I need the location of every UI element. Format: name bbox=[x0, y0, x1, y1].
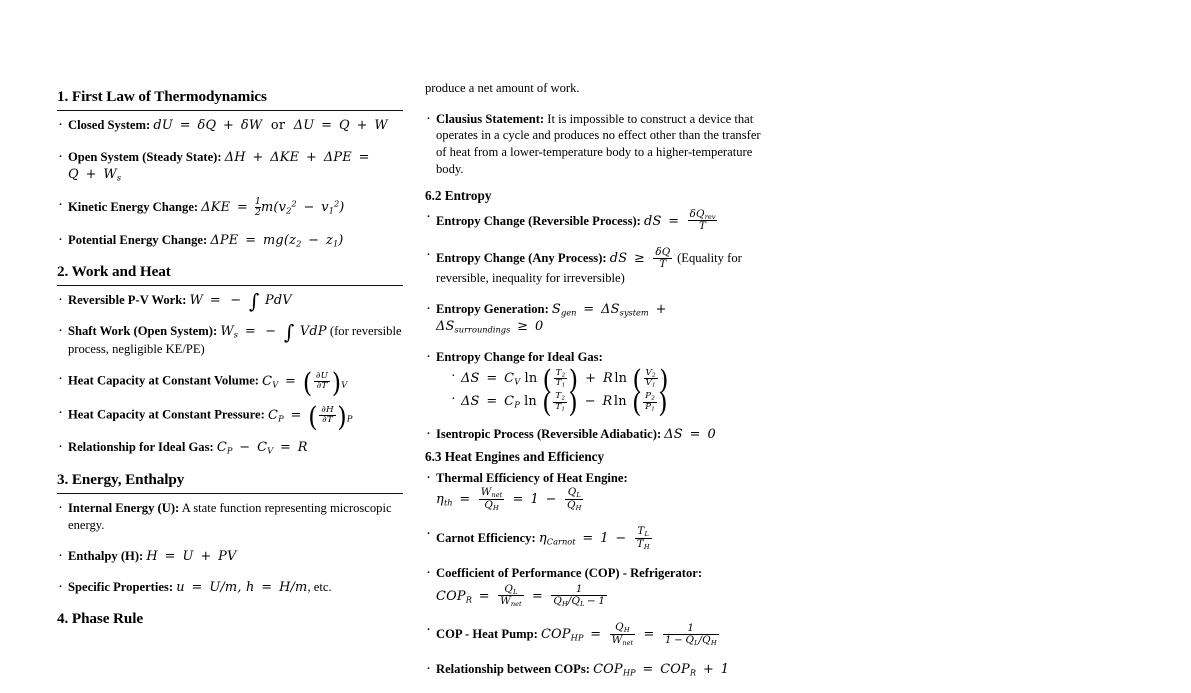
item-math: $C_V$ = ( $\frac{\partial U}{\partial T}$ )$_V$ bbox=[262, 366, 348, 399]
item-math: dS = $\frac{\delta Q_{rev}}{T}$ bbox=[644, 207, 716, 233]
item-math: $S_{gen} = \Delta S_{system}$ + bbox=[551, 301, 667, 317]
list-item bbox=[57, 197, 405, 217]
right-column bbox=[425, 80, 773, 693]
list-item bbox=[425, 526, 773, 551]
section-list-first-law bbox=[57, 117, 405, 248]
item-note: , etc. bbox=[307, 579, 332, 594]
section-divider bbox=[57, 110, 403, 111]
item-math: $C_P - C_V = R$ bbox=[216, 440, 308, 456]
item-math: ΔKE = $\frac{1}{2}$ $m(v_2^2 - v_1^2)$ bbox=[201, 196, 345, 218]
item-math: ΔS = 0 bbox=[664, 427, 716, 443]
item-label: Internal Energy (U): bbox=[68, 501, 180, 516]
item-label: Heat Capacity at Constant Volume: bbox=[68, 373, 260, 388]
list-item bbox=[57, 232, 405, 249]
list-item bbox=[57, 366, 405, 399]
list-item bbox=[425, 470, 773, 512]
item-label: Open System (Steady State): bbox=[68, 149, 222, 164]
continued-paragraph: produce a net amount of work. bbox=[425, 81, 580, 95]
list-item bbox=[425, 247, 773, 287]
item-math: ΔH + ΔKE + ΔPE = bbox=[224, 149, 370, 165]
item-label: Relationship between COPs: bbox=[436, 662, 590, 677]
item-math: H = U + PV bbox=[146, 548, 237, 564]
item-label: Enthalpy (H): bbox=[68, 548, 144, 563]
list-item bbox=[57, 579, 405, 596]
item-label: Clausius Statement: bbox=[436, 111, 545, 126]
item-math: dS ≥ $\frac{\delta Q}{T}$ bbox=[609, 245, 671, 270]
item-label: COP - Heat Pump: bbox=[436, 627, 538, 642]
item-math: $\Delta S = C_P$ ln ( $\frac{T_2}{T_1}$ ) − R ln ( $\frac{P_2}{P_1}$ ) bbox=[461, 387, 668, 420]
list-item bbox=[57, 400, 405, 433]
section-divider bbox=[57, 493, 403, 494]
item-text: It is impossible to construct a device that operates in a cycle and produces no effect other than the transfer of heat from a lower-temperature body to a higher-temperature body. bbox=[436, 111, 761, 176]
list-item bbox=[425, 349, 773, 420]
item-label: Entropy Generation: bbox=[436, 301, 549, 316]
item-math: $COP_{HP} = COP_R + 1$ bbox=[593, 662, 730, 678]
sub-list-item bbox=[450, 387, 773, 420]
list-item bbox=[425, 622, 773, 647]
item-note: (for reversible process, negligible KE/PE) bbox=[68, 324, 402, 356]
item-label: Kinetic Energy Change: bbox=[68, 199, 199, 214]
item-math: $C_P$ = ( $\frac{\partial H}{\partial T}$ )$_P$ bbox=[267, 400, 353, 433]
section-list-energy-enthalpy bbox=[57, 500, 405, 596]
item-math: $COP_{HP}$ = $\frac{Q_H}{W_{net}}$ = $\frac{1}{1 - Q_L/Q_H}$ bbox=[540, 621, 717, 648]
item-label: Entropy Change (Reversible Process): bbox=[436, 213, 641, 228]
item-math: u = U/m, h = H/m bbox=[176, 579, 308, 595]
item-label: Shaft Work (Open System): bbox=[68, 324, 218, 339]
item-math: $\Delta S = C_V$ ln ( $\frac{T_2}{T_1}$ ) + R ln ( $\frac{V_2}{V_1}$ ) bbox=[461, 363, 669, 397]
list-item bbox=[425, 565, 773, 609]
second-law-statements bbox=[425, 111, 773, 178]
subsection-heading-entropy: 6.2 Entropy bbox=[425, 187, 492, 203]
item-math: $\eta_{th}$ = $\frac{W_{net}}{Q_H}$ = 1 − $\frac{Q_L}{Q_H}$ bbox=[436, 485, 582, 512]
list-item bbox=[425, 426, 773, 443]
item-math: W = − ∫ PdV bbox=[189, 288, 292, 313]
item-label: Entropy Change for Ideal Gas: bbox=[436, 350, 603, 365]
list-item bbox=[57, 500, 405, 533]
list-item bbox=[57, 149, 405, 183]
item-note: (Equality for reversible, inequality for irreversible) bbox=[436, 250, 742, 285]
list-item bbox=[425, 111, 773, 178]
list-item bbox=[425, 661, 773, 678]
item-label: Relationship for Ideal Gas: bbox=[68, 440, 214, 455]
left-column bbox=[57, 88, 405, 627]
section-heading-work-heat: 2. Work and Heat bbox=[57, 262, 171, 280]
ideal-gas-entropy-sublist bbox=[436, 363, 773, 420]
item-math: $\eta_{Carnot} = 1$ − $\frac{T_L}{T_H}$ bbox=[538, 524, 650, 551]
section-heading-phase-rule: 4. Phase Rule bbox=[57, 609, 144, 627]
item-label: Thermal Efficiency of Heat Engine: bbox=[436, 471, 628, 486]
list-item bbox=[57, 439, 405, 456]
item-label: Heat Capacity at Constant Pressure: bbox=[68, 407, 265, 422]
entropy-list bbox=[425, 209, 773, 444]
item-label: Carnot Efficiency: bbox=[436, 530, 536, 545]
heat-engines-list bbox=[425, 470, 773, 678]
item-label: Isentropic Process (Reversible Adiabatic): bbox=[436, 427, 662, 442]
item-math: $\Delta PE = mg(z_2 - z_1)$ bbox=[210, 232, 344, 248]
section-heading-first-law: 1. First Law of Thermodynamics bbox=[57, 88, 267, 105]
section-list-work-heat bbox=[57, 288, 405, 456]
item-label: Coefficient of Performance (COP) - Refrigerator: bbox=[436, 565, 703, 580]
item-math: $W_s$ = − ∫ VdP bbox=[220, 320, 327, 344]
item-math-cont: $Q + W_s$ bbox=[68, 166, 122, 183]
list-item bbox=[57, 288, 405, 313]
item-label: Specific Properties: bbox=[68, 579, 174, 594]
item-label: Closed System: bbox=[68, 118, 151, 133]
item-math: $COP_R$ = $\frac{Q_L}{W_{net}}$ = $\frac{1}{Q_H/Q_L - 1}$ bbox=[436, 582, 606, 609]
sub-list-item bbox=[450, 363, 773, 397]
section-divider bbox=[57, 285, 403, 286]
section-heading-energy-enthalpy: 3. Energy, Enthalpy bbox=[57, 470, 185, 488]
list-item bbox=[425, 209, 773, 233]
list-item bbox=[425, 301, 773, 336]
item-math: dU = δQ + δW or ΔU = Q + W bbox=[153, 118, 388, 134]
item-label: Potential Energy Change: bbox=[68, 232, 208, 247]
item-label: Reversible P-V Work: bbox=[68, 293, 187, 308]
list-item bbox=[57, 117, 405, 134]
item-math-cont: $\Delta S_{surroundings} \ge 0$ bbox=[436, 318, 544, 335]
list-item bbox=[57, 320, 405, 357]
item-note: A state function representing microscopic energy. bbox=[68, 501, 392, 532]
list-item bbox=[57, 548, 405, 565]
item-label: Entropy Change (Any Process): bbox=[436, 250, 607, 265]
subsection-heading-heat-engines: 6.3 Heat Engines and Efficiency bbox=[425, 449, 605, 465]
